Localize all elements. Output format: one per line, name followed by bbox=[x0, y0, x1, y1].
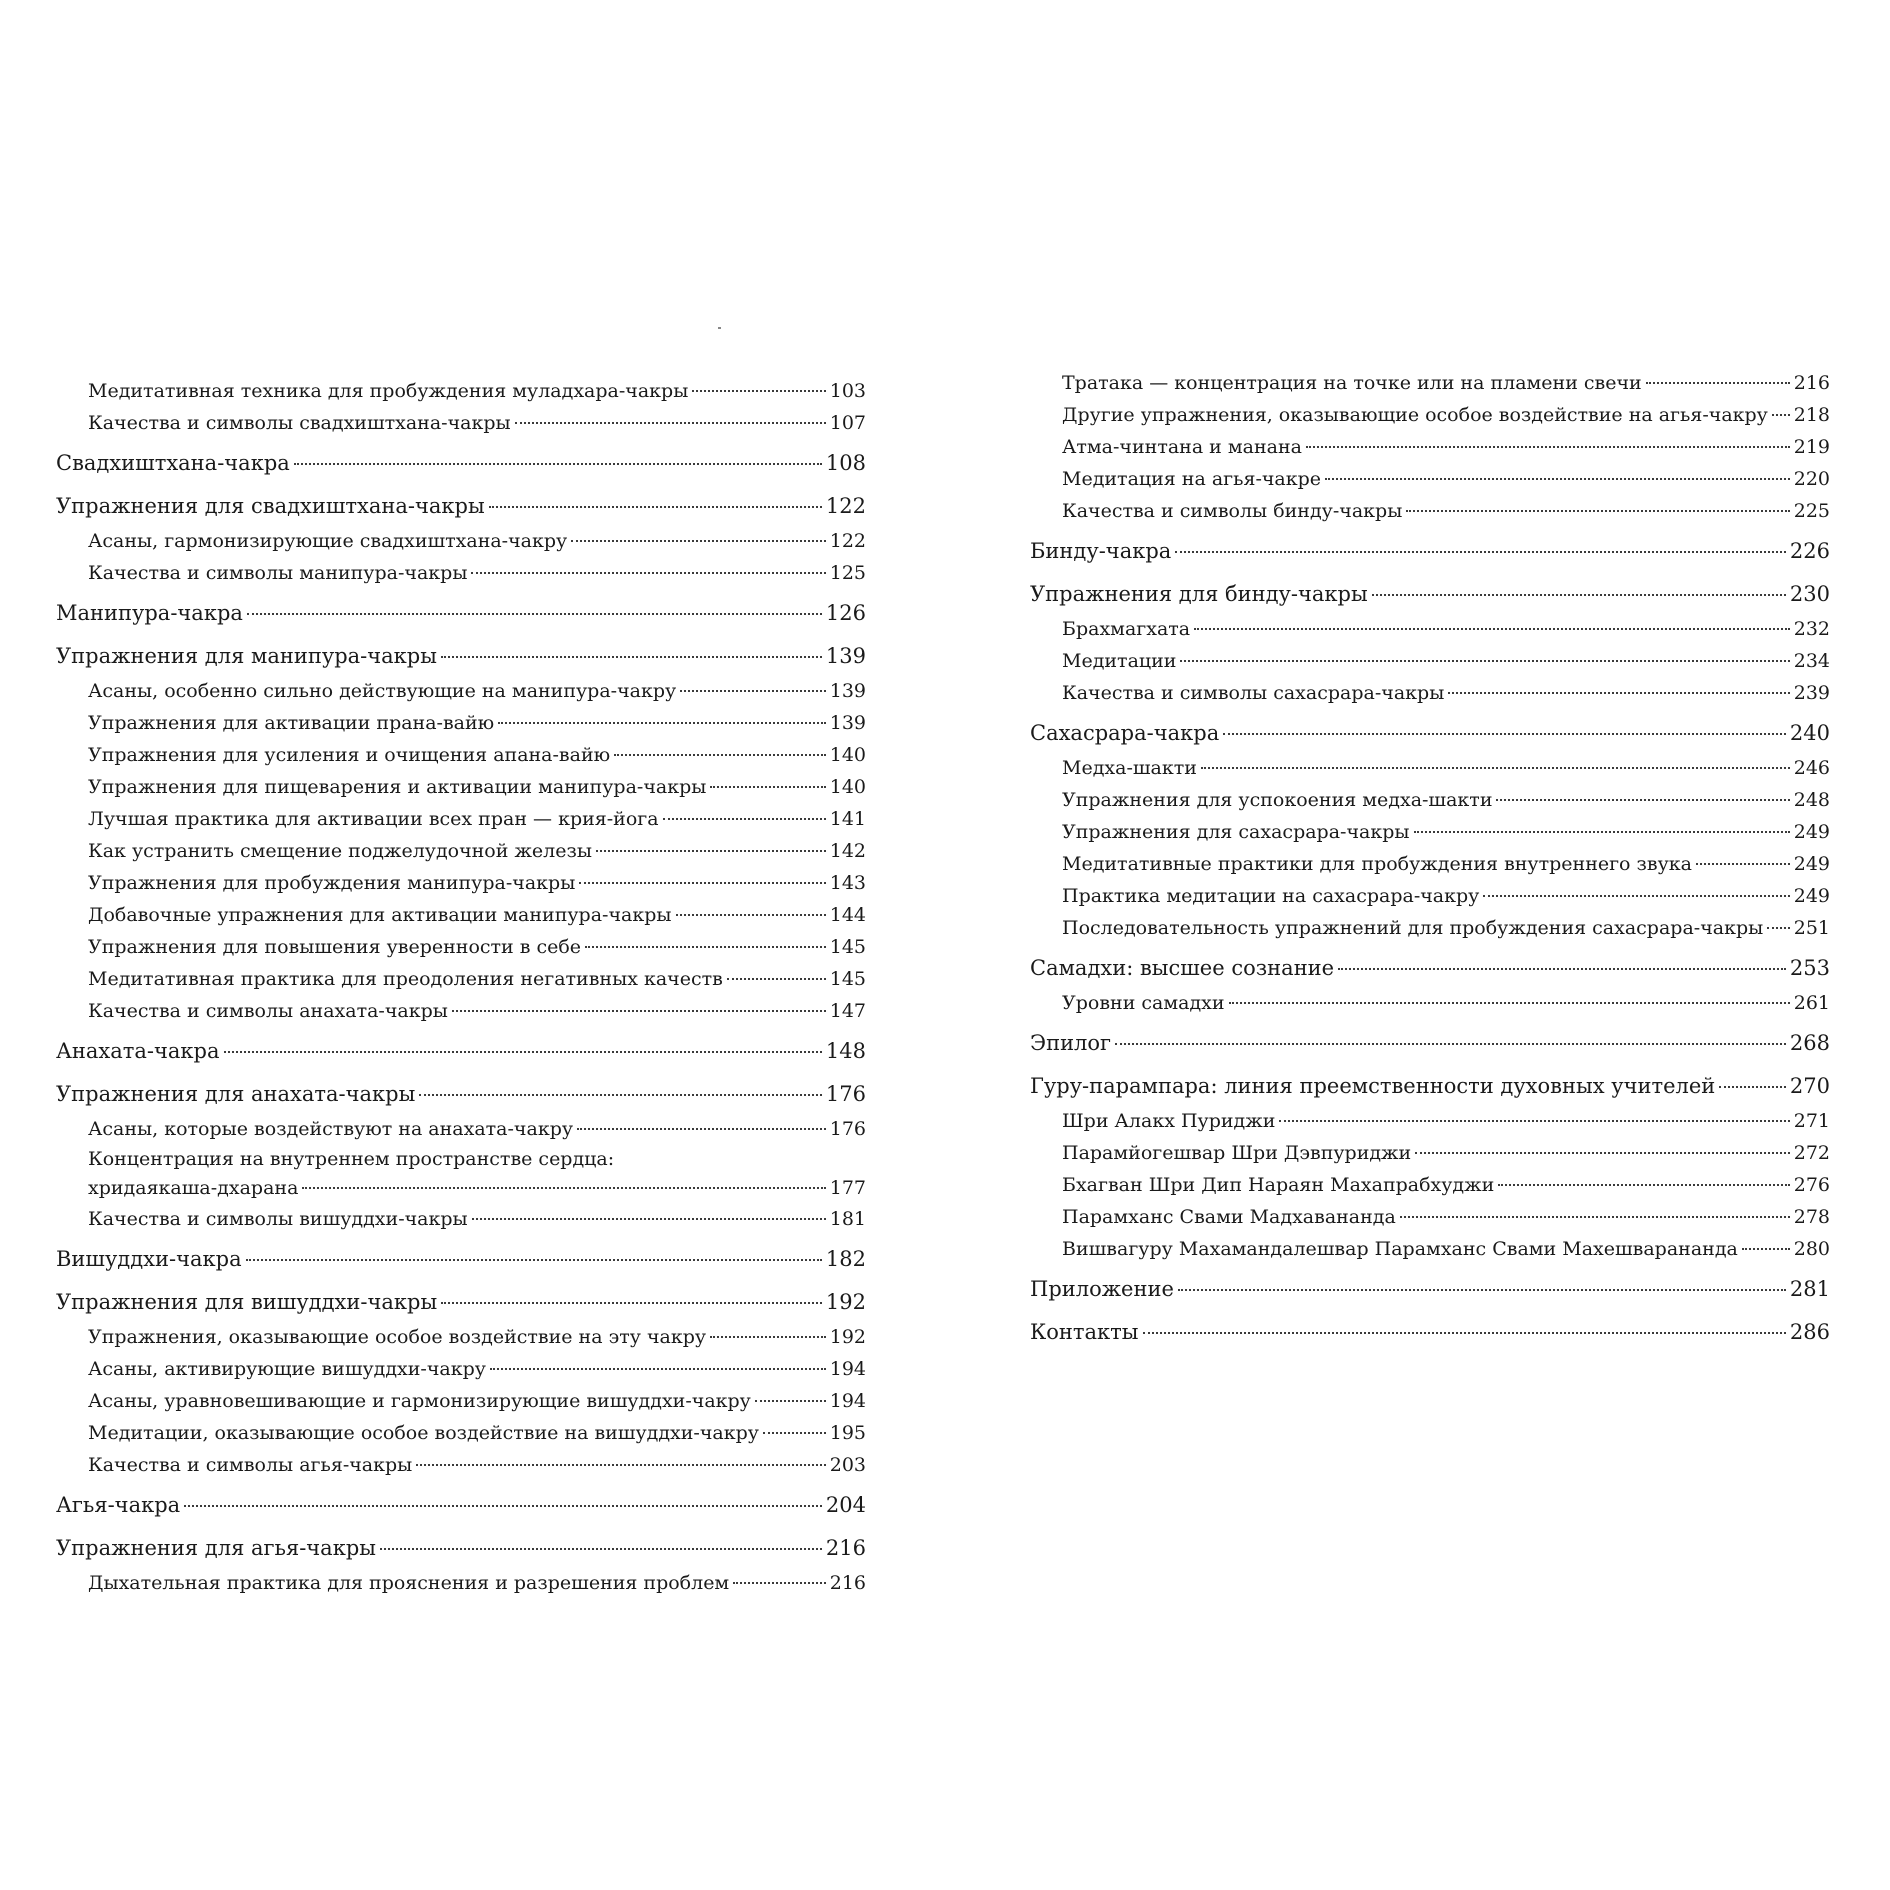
toc-entry-title: Дыхательная практика для прояснения и разрешения проблем bbox=[88, 1572, 730, 1594]
toc-entry-title: Агья-чакра bbox=[56, 1493, 181, 1517]
toc-section[interactable] bbox=[56, 803, 866, 835]
toc-entry-page-number: 270 bbox=[1789, 1074, 1830, 1098]
toc-entry-title: Асаны, уравновешивающие и гармонизирующие вишуддхи-чакру bbox=[88, 1390, 751, 1412]
dot-leader bbox=[1229, 1002, 1790, 1004]
dot-leader bbox=[1719, 1086, 1786, 1088]
toc-entry-page-number: 281 bbox=[1789, 1277, 1830, 1301]
toc-entry-page-number: 226 bbox=[1789, 539, 1830, 563]
toc-entry-page-number: 144 bbox=[829, 904, 866, 926]
dot-leader bbox=[1143, 1332, 1786, 1334]
toc-entry-page-number: 194 bbox=[829, 1358, 866, 1380]
dot-leader bbox=[710, 786, 825, 788]
dot-leader bbox=[1772, 414, 1790, 416]
toc-entry-title: Брахмагхата bbox=[1062, 618, 1191, 640]
toc-entry-page-number: 232 bbox=[1793, 618, 1830, 640]
dot-leader bbox=[1414, 831, 1790, 833]
toc-entry-title: Лучшая практика для активации всех пран — крия-йога bbox=[88, 808, 659, 830]
toc-entry-title: Медха-шакти bbox=[1062, 757, 1197, 779]
toc-section[interactable] bbox=[1030, 1233, 1830, 1265]
dot-leader bbox=[1646, 382, 1790, 384]
toc-entry-page-number: 139 bbox=[829, 680, 866, 702]
toc-entry-title: Гуру-парампара: линия преемственности духовных учителей bbox=[1030, 1074, 1716, 1098]
dot-leader bbox=[246, 1259, 822, 1261]
dot-leader bbox=[490, 1368, 826, 1370]
toc-section[interactable] bbox=[1030, 1137, 1830, 1169]
toc-entry-title: Асаны, активирующие вишуддхи-чакру bbox=[88, 1358, 486, 1380]
dot-leader bbox=[680, 690, 826, 692]
toc-section[interactable] bbox=[1030, 987, 1830, 1019]
dot-leader bbox=[1306, 446, 1790, 448]
toc-section[interactable] bbox=[1030, 912, 1830, 944]
toc-entry-title: Контакты bbox=[1030, 1320, 1139, 1344]
toc-section[interactable] bbox=[56, 525, 866, 557]
toc-right bbox=[1030, 367, 1830, 1351]
toc-entry-title: Асаны, гармонизирующие свадхиштхана-чакру bbox=[88, 530, 568, 552]
dot-leader bbox=[733, 1582, 826, 1584]
toc-entry-page-number: 126 bbox=[825, 601, 866, 625]
dot-leader bbox=[1115, 1043, 1786, 1045]
toc-chapter[interactable] bbox=[1030, 1019, 1830, 1062]
toc-entry-title: Упражнения для манипура-чакры bbox=[56, 644, 437, 668]
toc-section[interactable] bbox=[56, 707, 866, 739]
toc-section[interactable] bbox=[56, 1385, 866, 1417]
dot-leader bbox=[676, 914, 826, 916]
toc-entry-page-number: 139 bbox=[829, 712, 866, 734]
toc-entry-title: Медитации, оказывающие особое воздействие на вишуддхи-чакру bbox=[88, 1422, 759, 1444]
toc-entry-title: Другие упражнения, оказывающие особое воздействие на агья-чакру bbox=[1062, 404, 1768, 426]
toc-entry-page-number: 249 bbox=[1793, 885, 1830, 907]
toc-entry-page-number: 192 bbox=[825, 1290, 866, 1314]
toc-section[interactable] bbox=[1030, 1201, 1830, 1233]
toc-entry-title: Парамйогешвар Шри Дэвпуриджи bbox=[1062, 1142, 1412, 1164]
toc-section[interactable] bbox=[1030, 880, 1830, 912]
toc-entry-page-number: 286 bbox=[1789, 1320, 1830, 1344]
toc-chapter[interactable] bbox=[56, 1481, 866, 1524]
toc-entry-title: Качества и символы свадхиштхана-чакры bbox=[88, 412, 511, 434]
toc-entry-title: Эпилог bbox=[1030, 1031, 1112, 1055]
toc-entry-page-number: 108 bbox=[825, 451, 866, 475]
toc-entry-title: Упражнения для пробуждения манипура-чакры bbox=[88, 872, 576, 894]
toc-entry-title: Упражнения для вишуддхи-чакры bbox=[56, 1290, 438, 1314]
toc-section[interactable] bbox=[56, 963, 866, 995]
toc-entry-page-number: 278 bbox=[1793, 1206, 1830, 1228]
toc-entry-title: Медитация на агья-чакре bbox=[1062, 468, 1322, 490]
toc-entry-title: Упражнения для сахасрара-чакры bbox=[1062, 821, 1410, 843]
toc-entry-page-number: 148 bbox=[825, 1039, 866, 1063]
dot-leader bbox=[1279, 1120, 1789, 1122]
toc-entry-title: Самадхи: высшее сознание bbox=[1030, 956, 1335, 980]
toc-chapter[interactable] bbox=[1030, 1265, 1830, 1308]
toc-entry-title: Упражнения для свадхиштхана-чакры bbox=[56, 494, 485, 518]
toc-entry-title: Упражнения для бинду-чакры bbox=[1030, 582, 1368, 606]
toc-section[interactable] bbox=[56, 407, 866, 439]
toc-section[interactable] bbox=[1030, 784, 1830, 816]
toc-entry-page-number: 253 bbox=[1789, 956, 1830, 980]
toc-section[interactable] bbox=[1030, 431, 1830, 463]
toc-entry-title: Парамханс Свами Мадхавананда bbox=[1062, 1206, 1396, 1228]
toc-section[interactable] bbox=[1030, 816, 1830, 848]
toc-entry-title: Сахасрара-чакра bbox=[1030, 721, 1220, 745]
toc-section[interactable] bbox=[56, 995, 866, 1027]
toc-section[interactable] bbox=[1030, 367, 1830, 399]
toc-entry-page-number: 276 bbox=[1793, 1174, 1830, 1196]
toc-entry-page-number: 234 bbox=[1793, 650, 1830, 672]
toc-entry-page-number: 195 bbox=[829, 1422, 866, 1444]
toc-entry-page-number: 246 bbox=[1793, 757, 1830, 779]
toc-entry-page-number: 107 bbox=[829, 412, 866, 434]
toc-entry-page-number: 176 bbox=[825, 1082, 866, 1106]
toc-entry-title: Шри Алакх Пуриджи bbox=[1062, 1110, 1276, 1132]
dot-leader bbox=[247, 613, 822, 615]
toc-section[interactable] bbox=[56, 867, 866, 899]
toc-section[interactable] bbox=[1030, 1169, 1830, 1201]
toc-section[interactable] bbox=[1030, 495, 1830, 527]
toc-entry-page-number: 249 bbox=[1793, 821, 1830, 843]
toc-chapter[interactable] bbox=[1030, 527, 1830, 570]
toc-entry-title: Качества и символы сахасрара-чакры bbox=[1062, 682, 1445, 704]
dot-leader bbox=[498, 722, 826, 724]
dot-leader bbox=[1448, 692, 1789, 694]
toc-entry-title: Добавочные упражнения для активации манипура-чакры bbox=[88, 904, 672, 926]
toc-section[interactable] bbox=[56, 557, 866, 589]
toc-chapter[interactable] bbox=[1030, 1062, 1830, 1105]
toc-section[interactable] bbox=[56, 1321, 866, 1353]
toc-entry-page-number: 261 bbox=[1793, 992, 1830, 1014]
dot-leader bbox=[571, 540, 826, 542]
toc-section[interactable] bbox=[1030, 463, 1830, 495]
toc-entry-title: Бинду-чакра bbox=[1030, 539, 1172, 563]
toc-section[interactable] bbox=[56, 1113, 866, 1145]
dot-leader bbox=[1372, 594, 1786, 596]
dot-leader bbox=[224, 1051, 822, 1053]
dot-leader bbox=[1742, 1248, 1790, 1250]
dot-leader bbox=[727, 978, 826, 980]
dot-leader bbox=[585, 946, 826, 948]
toc-entry-title: Упражнения для активации прана-вайю bbox=[88, 712, 495, 734]
toc-entry-page-number: 122 bbox=[829, 530, 866, 552]
toc-entry-page-number: 145 bbox=[829, 936, 866, 958]
dot-leader bbox=[1178, 1289, 1786, 1291]
dot-leader bbox=[1338, 968, 1786, 970]
toc-entry-title: Асаны, которые воздействуют на анахата-чакру bbox=[88, 1118, 574, 1140]
toc-entry-title: Медитативная практика для преодоления негативных качеств bbox=[88, 968, 723, 990]
toc-section[interactable] bbox=[56, 1353, 866, 1385]
toc-section[interactable] bbox=[56, 1173, 866, 1203]
toc-entry-page-number: 230 bbox=[1789, 582, 1830, 606]
toc-entry-page-number: 248 bbox=[1793, 789, 1830, 811]
toc-entry-page-number: 216 bbox=[1793, 372, 1830, 394]
dot-leader bbox=[1325, 478, 1790, 480]
toc-entry-page-number: 103 bbox=[829, 380, 866, 402]
toc-entry-title: Упражнения для анахата-чакры bbox=[56, 1082, 416, 1106]
toc-entry-page-number: 251 bbox=[1793, 917, 1830, 939]
toc-chapter[interactable] bbox=[1030, 570, 1830, 613]
toc-section[interactable] bbox=[1030, 677, 1830, 709]
toc-entry-title: Свадхиштхана-чакра bbox=[56, 451, 290, 475]
dot-leader bbox=[416, 1464, 825, 1466]
dot-leader bbox=[763, 1432, 826, 1434]
toc-entry-wrap-line: Концентрация на внутреннем пространстве сердца: bbox=[88, 1148, 615, 1170]
toc-entry-page-number: 139 bbox=[825, 644, 866, 668]
toc-entry-page-number: 218 bbox=[1793, 404, 1830, 426]
toc-entry-page-number: 176 bbox=[829, 1118, 866, 1140]
toc-entry-title: Качества и символы бинду-чакры bbox=[1062, 500, 1403, 522]
toc-entry-title: Упражнения для пищеварения и активации манипура-чакры bbox=[88, 776, 707, 798]
toc-entry-page-number: 280 bbox=[1793, 1238, 1830, 1260]
dot-leader bbox=[1483, 895, 1789, 897]
toc-left bbox=[56, 375, 866, 1599]
dot-leader bbox=[710, 1336, 826, 1338]
toc-entry-title: Вишуддхи-чакра bbox=[56, 1247, 242, 1271]
toc-entry-title: Качества и символы вишуддхи-чакры bbox=[88, 1208, 468, 1230]
right-page bbox=[945, 0, 1890, 1890]
toc-chapter[interactable] bbox=[1030, 709, 1830, 752]
toc-entry-title: Упражнения для успокоения медха-шакти bbox=[1062, 789, 1493, 811]
toc-entry-page-number: 272 bbox=[1793, 1142, 1830, 1164]
toc-entry-page-number: 145 bbox=[829, 968, 866, 990]
dot-leader bbox=[184, 1505, 822, 1507]
toc-section[interactable] bbox=[56, 899, 866, 931]
toc-entry-title: Медитативная техника для пробуждения муладхара-чакры bbox=[88, 380, 689, 402]
dot-leader bbox=[452, 1010, 826, 1012]
toc-entry-page-number: 125 bbox=[829, 562, 866, 584]
dot-leader bbox=[577, 1128, 826, 1130]
toc-entry-title: Упражнения для повышения уверенности в себе bbox=[88, 936, 582, 958]
toc-chapter[interactable] bbox=[56, 589, 866, 632]
toc-entry-page-number: 192 bbox=[829, 1326, 866, 1348]
dot-leader bbox=[1180, 660, 1789, 662]
toc-entry-title: Упражнения для усиления и очищения апана-вайю bbox=[88, 744, 611, 766]
dot-leader bbox=[1406, 510, 1789, 512]
dot-leader bbox=[1496, 799, 1789, 801]
toc-entry-title: Приложение bbox=[1030, 1277, 1174, 1301]
toc-entry-title: Уровни самадхи bbox=[1062, 992, 1225, 1014]
toc-entry-page-number: 147 bbox=[829, 1000, 866, 1022]
toc-entry-title: Качества и символы анахата-чакры bbox=[88, 1000, 448, 1022]
toc-chapter[interactable] bbox=[1030, 1308, 1830, 1351]
toc-entry-page-number: 140 bbox=[829, 776, 866, 798]
toc-entry-page-number: 181 bbox=[829, 1208, 866, 1230]
toc-entry-page-number: 141 bbox=[829, 808, 866, 830]
toc-section[interactable] bbox=[56, 1449, 866, 1481]
toc-entry-page-number: 249 bbox=[1793, 853, 1830, 875]
toc-entry-page-number: 203 bbox=[829, 1454, 866, 1476]
dot-leader bbox=[472, 1218, 826, 1220]
dot-leader bbox=[1498, 1184, 1789, 1186]
toc-entry-title: Асаны, особенно сильно действующие на манипура-чакру bbox=[88, 680, 677, 702]
dot-leader bbox=[302, 1187, 825, 1189]
toc-section[interactable] bbox=[1030, 1105, 1830, 1137]
toc-section[interactable] bbox=[56, 1417, 866, 1449]
dot-leader bbox=[692, 390, 825, 392]
toc-entry-title: хридаякаша-дхарана bbox=[88, 1177, 299, 1199]
dot-leader bbox=[579, 882, 825, 884]
toc-chapter[interactable] bbox=[56, 1070, 866, 1113]
dot-leader bbox=[1175, 551, 1786, 553]
toc-section[interactable] bbox=[56, 931, 866, 963]
toc-entry-page-number: 140 bbox=[829, 744, 866, 766]
toc-section[interactable] bbox=[56, 1203, 866, 1235]
toc-entry-page-number: 240 bbox=[1789, 721, 1830, 745]
toc-entry-page-number: 216 bbox=[829, 1572, 866, 1594]
dot-leader bbox=[419, 1094, 822, 1096]
toc-section[interactable] bbox=[56, 675, 866, 707]
toc-entry-title: Как устранить смещение поджелудочной железы bbox=[88, 840, 592, 862]
page-speck bbox=[718, 327, 721, 329]
toc-chapter[interactable] bbox=[1030, 944, 1830, 987]
dot-leader bbox=[471, 572, 825, 574]
toc-entry-page-number: 219 bbox=[1793, 436, 1830, 458]
toc-entry-page-number: 268 bbox=[1789, 1031, 1830, 1055]
dot-leader bbox=[1767, 927, 1789, 929]
toc-entry-title: Бхагван Шри Дип Нараян Махапрабхуджи bbox=[1062, 1174, 1495, 1196]
dot-leader bbox=[614, 754, 826, 756]
toc-entry-title: Атма-чинтана и манана bbox=[1062, 436, 1302, 458]
toc-entry-page-number: 216 bbox=[825, 1536, 866, 1560]
dot-leader bbox=[755, 1400, 826, 1402]
toc-entry-title: Качества и символы агья-чакры bbox=[88, 1454, 413, 1476]
toc-entry-title: Вишвагуру Махамандалешвар Парамханс Свами Махешварананда bbox=[1062, 1238, 1738, 1260]
toc-entry-page-number: 177 bbox=[829, 1177, 866, 1199]
toc-entry-title: Последовательность упражнений для пробуждения сахасрара-чакры bbox=[1062, 917, 1764, 939]
toc-entry-title: Практика медитации на сахасрара-чакру bbox=[1062, 885, 1480, 907]
toc-entry-title: Анахата-чакра bbox=[56, 1039, 220, 1063]
toc-chapter[interactable] bbox=[56, 482, 866, 525]
toc-section[interactable] bbox=[56, 835, 866, 867]
toc-entry-title: Упражнения для агья-чакры bbox=[56, 1536, 376, 1560]
dot-leader bbox=[294, 463, 822, 465]
toc-entry-page-number: 143 bbox=[829, 872, 866, 894]
toc-entry-title: Манипура-чакра bbox=[56, 601, 243, 625]
toc-section[interactable] bbox=[1030, 752, 1830, 784]
toc-chapter[interactable] bbox=[56, 439, 866, 482]
toc-entry-title: Тратака — концентрация на точке или на пламени свечи bbox=[1062, 372, 1642, 394]
dot-leader bbox=[489, 506, 822, 508]
toc-entry-page-number: 122 bbox=[825, 494, 866, 518]
dot-leader bbox=[1415, 1152, 1790, 1154]
toc-entry-page-number: 239 bbox=[1793, 682, 1830, 704]
toc-entry-page-number: 142 bbox=[829, 840, 866, 862]
dot-leader bbox=[515, 422, 826, 424]
dot-leader bbox=[1696, 863, 1790, 865]
dot-leader bbox=[596, 850, 826, 852]
toc-entry-page-number: 220 bbox=[1793, 468, 1830, 490]
toc-entry-title: Качества и символы манипура-чакры bbox=[88, 562, 468, 584]
toc-section[interactable] bbox=[1030, 613, 1830, 645]
toc-section[interactable] bbox=[56, 771, 866, 803]
dot-leader bbox=[663, 818, 826, 820]
dot-leader bbox=[441, 1302, 822, 1304]
toc-entry-title: Медитативные практики для пробуждения внутреннего звука bbox=[1062, 853, 1692, 875]
toc-section[interactable] bbox=[1030, 399, 1830, 431]
dot-leader bbox=[1223, 733, 1786, 735]
toc-entry-page-number: 204 bbox=[825, 1493, 866, 1517]
toc-chapter[interactable] bbox=[56, 1027, 866, 1070]
toc-entry-page-number: 225 bbox=[1793, 500, 1830, 522]
toc-entry-page-number: 194 bbox=[829, 1390, 866, 1412]
dot-leader bbox=[1194, 628, 1790, 630]
toc-entry-page-number: 182 bbox=[825, 1247, 866, 1271]
dot-leader bbox=[1201, 767, 1790, 769]
dot-leader bbox=[441, 656, 822, 658]
toc-chapter[interactable] bbox=[56, 632, 866, 675]
toc-section[interactable] bbox=[1030, 645, 1830, 677]
toc-section[interactable] bbox=[56, 375, 866, 407]
dot-leader bbox=[1400, 1216, 1790, 1218]
toc-entry-page-number: 271 bbox=[1793, 1110, 1830, 1132]
toc-section[interactable] bbox=[56, 739, 866, 771]
toc-chapter[interactable] bbox=[56, 1524, 866, 1567]
toc-chapter[interactable] bbox=[56, 1235, 866, 1278]
dot-leader bbox=[380, 1548, 822, 1550]
toc-entry-title: Упражнения, оказывающие особое воздействие на эту чакру bbox=[88, 1326, 707, 1348]
toc-section[interactable] bbox=[56, 1567, 866, 1599]
toc-entry-title: Медитации bbox=[1062, 650, 1177, 672]
toc-section[interactable] bbox=[1030, 848, 1830, 880]
toc-chapter[interactable] bbox=[56, 1278, 866, 1321]
